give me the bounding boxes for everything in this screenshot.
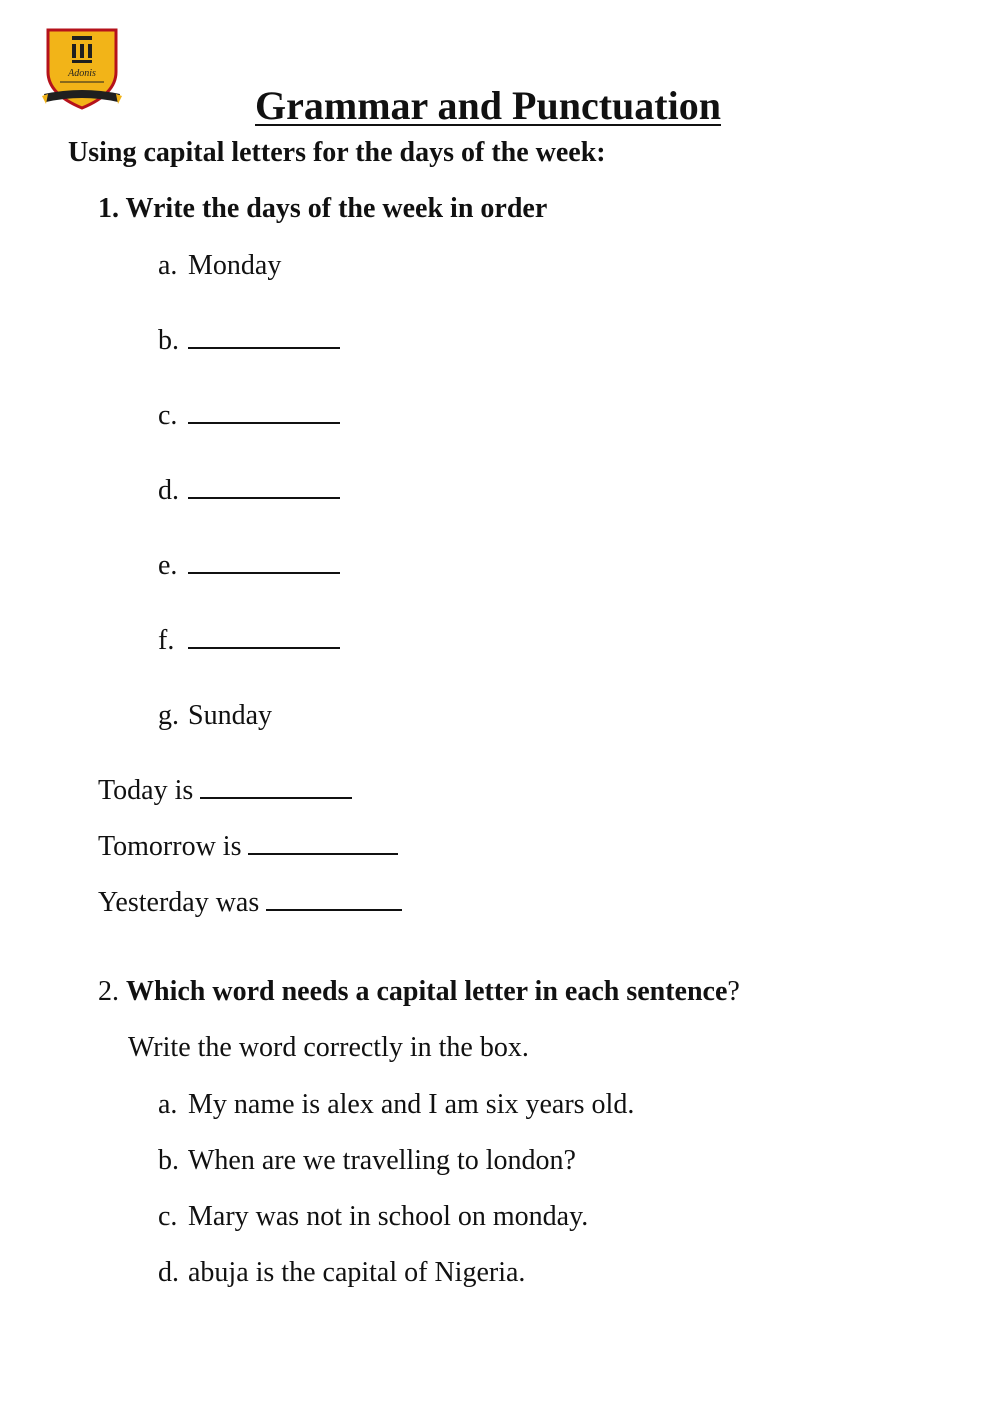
list-item bbox=[158, 1145, 576, 1177]
list-item bbox=[158, 325, 340, 357]
item-letter: d. bbox=[158, 1257, 179, 1288]
item-letter: b. bbox=[158, 1145, 179, 1176]
item-letter: b. bbox=[158, 325, 179, 356]
worksheet-title: Grammar and Punctuation bbox=[255, 83, 721, 128]
answer-blank[interactable] bbox=[188, 400, 340, 424]
answer-blank[interactable] bbox=[188, 325, 340, 349]
q2-question-mark: ? bbox=[727, 976, 740, 1007]
list-item bbox=[158, 550, 340, 582]
today-blank[interactable] bbox=[200, 775, 352, 799]
sentence-text: My name is alex and I am six years old. bbox=[188, 1089, 635, 1120]
answer-blank[interactable] bbox=[188, 625, 340, 649]
q2-number: 2. bbox=[98, 976, 119, 1007]
today-line bbox=[98, 775, 352, 807]
item-letter: e. bbox=[158, 550, 178, 581]
q2-question: Which word needs a capital letter in each sentence bbox=[126, 976, 728, 1007]
item-letter: f. bbox=[158, 625, 175, 656]
item-letter: g. bbox=[158, 700, 179, 731]
answer-blank[interactable] bbox=[188, 550, 340, 574]
day-answer: Sunday bbox=[188, 700, 272, 731]
list-item bbox=[158, 625, 340, 657]
item-letter: a. bbox=[158, 250, 178, 281]
list-item bbox=[158, 1257, 525, 1289]
day-answer: Monday bbox=[188, 250, 282, 281]
list-item bbox=[158, 400, 340, 432]
yesterday-blank[interactable] bbox=[266, 887, 402, 911]
q2-heading bbox=[98, 976, 740, 1008]
today-label: Today is bbox=[98, 775, 194, 806]
tomorrow-blank[interactable] bbox=[248, 831, 398, 855]
q2-instruction: Write the word correctly in the box. bbox=[128, 1032, 529, 1063]
list-item bbox=[158, 700, 272, 732]
item-letter: c. bbox=[158, 400, 178, 431]
sentence-text: Mary was not in school on monday. bbox=[188, 1201, 589, 1232]
sentence-text: abuja is the capital of Nigeria. bbox=[188, 1257, 526, 1288]
list-item bbox=[158, 1089, 634, 1121]
answer-blank[interactable] bbox=[188, 475, 340, 499]
q1-heading: 1. Write the days of the week in order bbox=[98, 193, 548, 224]
list-item bbox=[158, 250, 281, 282]
yesterday-line bbox=[98, 887, 402, 919]
tomorrow-line bbox=[98, 831, 398, 863]
item-letter: d. bbox=[158, 475, 179, 506]
item-letter: a. bbox=[158, 1089, 178, 1120]
sentence-text: When are we travelling to london? bbox=[188, 1145, 576, 1176]
worksheet-subtitle: Using capital letters for the days of the week: bbox=[68, 137, 606, 168]
list-item bbox=[158, 1201, 588, 1233]
list-item bbox=[158, 475, 340, 507]
yesterday-label: Yesterday was bbox=[98, 887, 260, 918]
item-letter: c. bbox=[158, 1201, 178, 1232]
crest-school-name: Adonis bbox=[68, 68, 96, 79]
tomorrow-label: Tomorrow is bbox=[98, 831, 242, 862]
